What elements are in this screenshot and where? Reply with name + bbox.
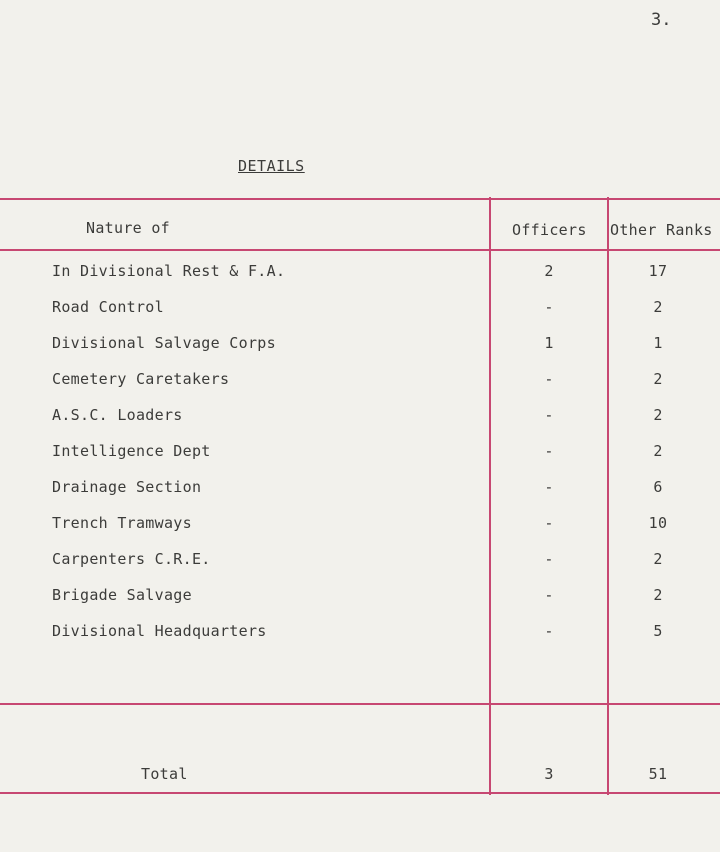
header-bottom-rule bbox=[0, 249, 720, 251]
table-top-rule bbox=[0, 198, 720, 200]
row-nature: Brigade Salvage bbox=[52, 586, 192, 604]
table-row bbox=[0, 406, 720, 430]
row-officers: - bbox=[544, 550, 554, 568]
row-nature: Divisional Headquarters bbox=[52, 622, 267, 640]
total-label: Total bbox=[141, 765, 188, 783]
row-nature: A.S.C. Loaders bbox=[52, 406, 183, 424]
header-nature: Nature of bbox=[86, 219, 170, 237]
header-officers: Officers bbox=[512, 221, 587, 239]
row-officers: - bbox=[544, 622, 554, 640]
row-other-ranks: 2 bbox=[653, 442, 663, 460]
table-row bbox=[0, 262, 720, 286]
table-row bbox=[0, 298, 720, 322]
row-nature: Divisional Salvage Corps bbox=[52, 334, 276, 352]
table-row bbox=[0, 586, 720, 610]
row-other-ranks: 2 bbox=[653, 586, 663, 604]
row-other-ranks: 5 bbox=[653, 622, 663, 640]
total-top-rule bbox=[0, 703, 720, 705]
row-other-ranks: 17 bbox=[648, 262, 668, 280]
row-nature: Drainage Section bbox=[52, 478, 202, 496]
row-nature: Cemetery Caretakers bbox=[52, 370, 230, 388]
row-other-ranks: 1 bbox=[653, 334, 663, 352]
total-other-ranks: 51 bbox=[648, 765, 668, 783]
row-officers: 1 bbox=[544, 334, 554, 352]
row-other-ranks: 6 bbox=[653, 478, 663, 496]
row-officers: 2 bbox=[544, 262, 554, 280]
row-other-ranks: 2 bbox=[653, 406, 663, 424]
row-officers: - bbox=[544, 478, 554, 496]
row-officers: - bbox=[544, 586, 554, 604]
table-row bbox=[0, 478, 720, 502]
page-heading: DETAILS bbox=[238, 157, 305, 175]
row-nature: Carpenters C.R.E. bbox=[52, 550, 211, 568]
table-bottom-rule bbox=[0, 792, 720, 794]
table-row bbox=[0, 622, 720, 646]
table-row bbox=[0, 514, 720, 538]
row-officers: - bbox=[544, 370, 554, 388]
row-nature: Intelligence Dept bbox=[52, 442, 211, 460]
row-nature: Road Control bbox=[52, 298, 164, 316]
row-officers: - bbox=[544, 514, 554, 532]
table-row bbox=[0, 334, 720, 358]
total-officers: 3 bbox=[544, 765, 554, 783]
page-number: 3. bbox=[651, 10, 672, 30]
row-officers: - bbox=[544, 442, 554, 460]
row-other-ranks: 10 bbox=[648, 514, 668, 532]
header-other-ranks: Other Ranks bbox=[610, 221, 713, 239]
row-nature: Trench Tramways bbox=[52, 514, 192, 532]
table-row bbox=[0, 442, 720, 466]
row-officers: - bbox=[544, 406, 554, 424]
row-officers: - bbox=[544, 298, 554, 316]
table-row bbox=[0, 370, 720, 394]
row-other-ranks: 2 bbox=[653, 370, 663, 388]
table-row bbox=[0, 550, 720, 574]
row-other-ranks: 2 bbox=[653, 550, 663, 568]
row-other-ranks: 2 bbox=[653, 298, 663, 316]
row-nature: In Divisional Rest & F.A. bbox=[52, 262, 286, 280]
